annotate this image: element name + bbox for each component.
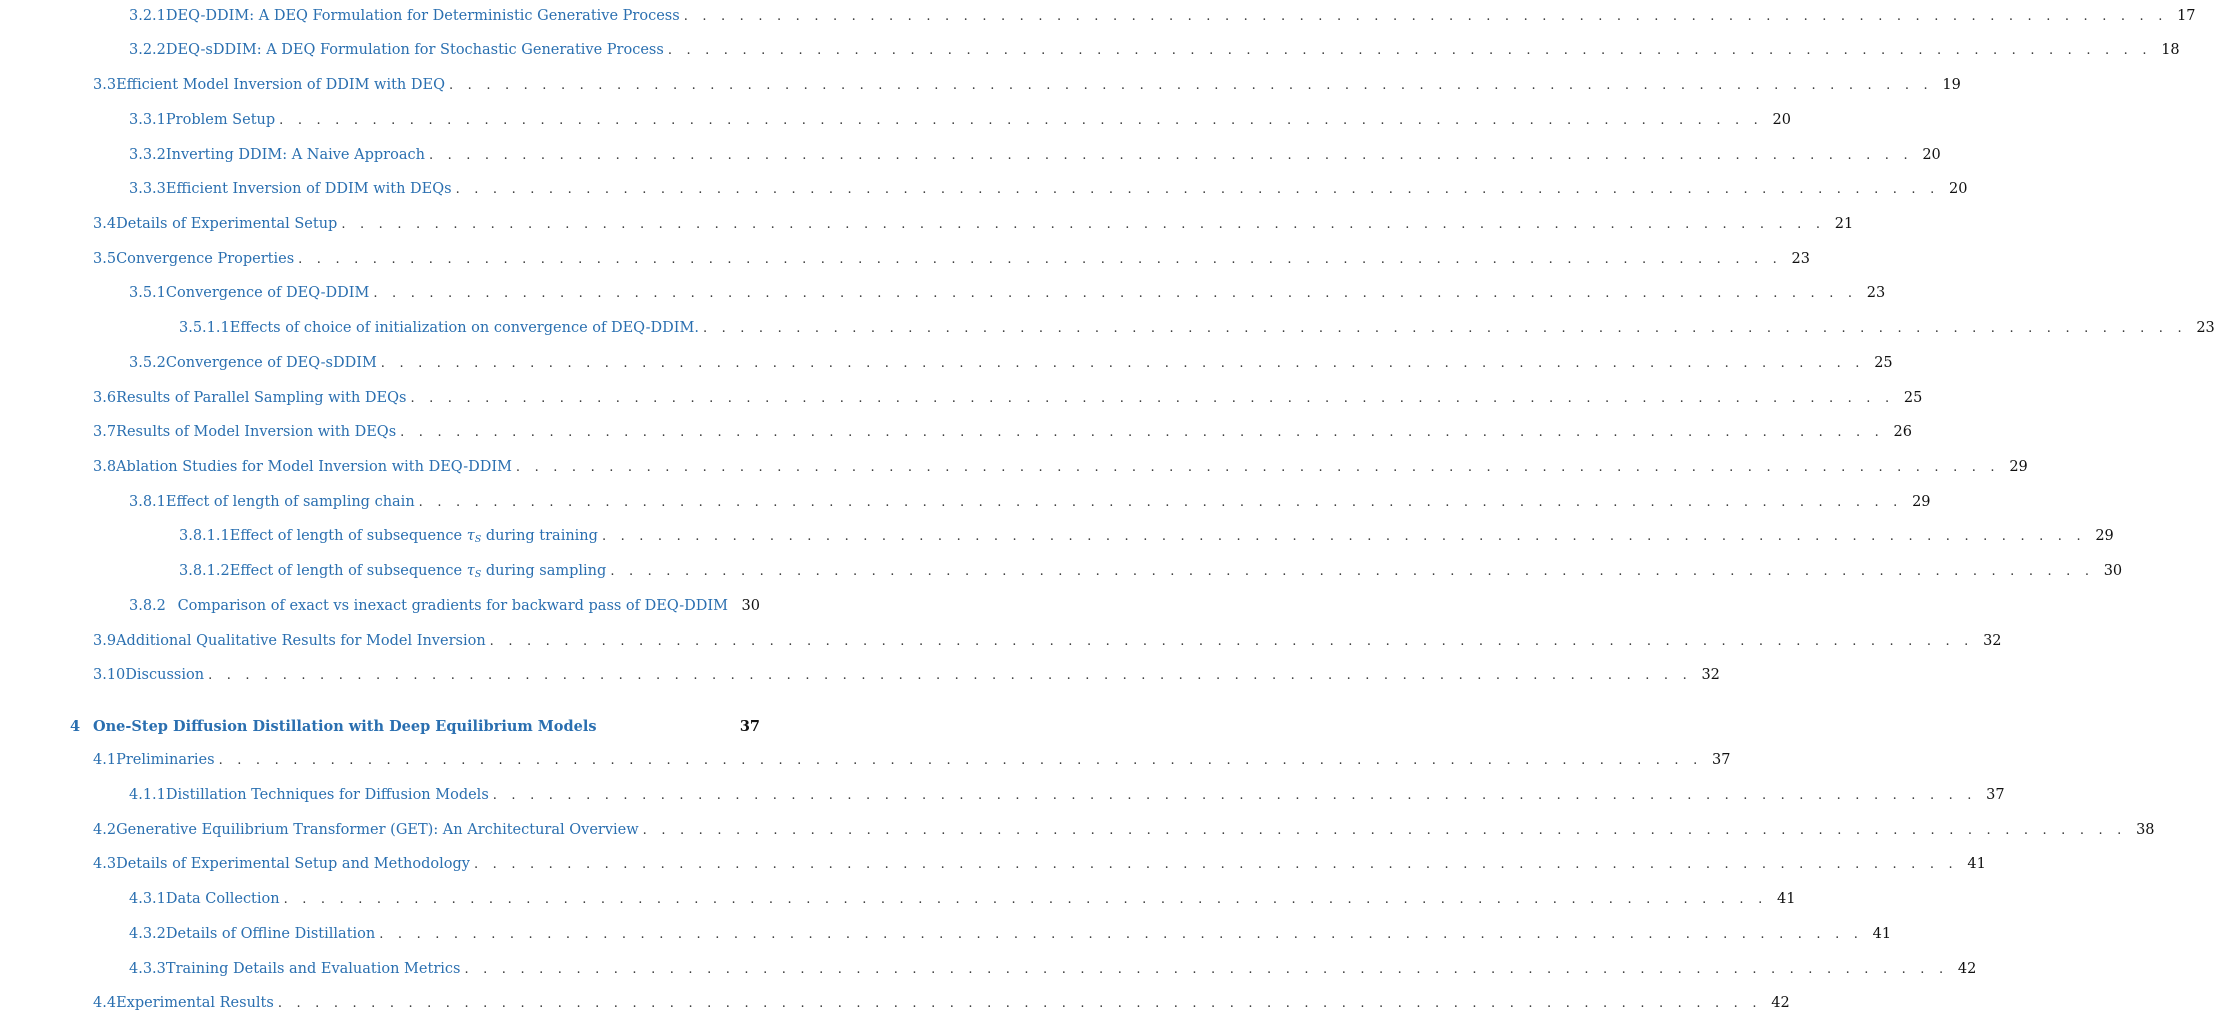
dot-leader: . . . . . . . . . . . . . . . . . . . . . . . . . . . . . . . . . . . . . . . . . . . . . . . . . . . . . . . . . . . . . . . . . . . . . . . . . . . . . . . . [277,996,1762,1011]
tau-subscript: S [474,534,482,545]
dot-leader: . . . . . . . . . . . . . . . . . . . . . . . . . . . . . . . . . . . . . . . . . . . . . . . . . . . . . . . . . . . . . . . . . . . . . . . . . . . . . . . . [473,857,1958,872]
dot-leader: . . . . . . . . . . . . . . . . . . . . . . . . . . . . . . . . . . . . . . . . . . . . . . . . . . . . . . . . . . . . . . . . . . . . . . . . . . . . . . . . [400,425,1884,440]
toc-section-number: 3.5.1.1 [179,320,230,336]
dot-leader: . . . . . . . . . . . . . . . . . . . . . . . . . . . . . . . . . . . . . . . . . . . . . . . . . . . . . . . . . . . . . . . . . . . . . . . . . . . . . . . . [373,286,1858,301]
toc-entry[interactable] [93,424,1912,440]
dot-leader: . . . . . . . . . . . . . . . . . . . . . . . . . . . . . . . . . . . . . . . . . . . . . . . . . . . . . . . . . . . . . . . . . . . . . . . . . . . . . . . . [515,460,2000,475]
toc-section-number: 4.2 [93,822,117,838]
dot-leader: . . . . . . . . . . . . . . . . . . . . . . . . . . . . . . . . . . . . . . . . . . . . . . . . . . . . . . . . . . . . . . . . . . . . . . . . . . . . . . . . [218,753,1703,768]
toc-page-number: 41 [1776,891,1796,907]
toc-entry[interactable] [129,494,1931,510]
toc-section-number: 4.4 [93,995,117,1011]
toc-section-number: 3.9 [93,633,117,649]
toc-page-number: 23 [1866,285,1886,301]
toc-page-number: 29 [2009,459,2028,475]
toc-page-number: 29 [2095,528,2114,544]
toc-section-title: Comparison of exact vs inexact gradients for backward pass of DEQ-DDIM [177,598,728,614]
toc-section-number: 3.6 [93,390,117,406]
toc-page-number: 18 [2161,42,2180,58]
tau-subscript: S [474,569,482,580]
toc-title-text: Effect of length of subsequence [229,563,467,579]
toc-section-title: Details of Experimental Setup and Methodology [116,856,470,872]
toc-section-number: 3.3 [93,77,117,93]
toc-page-number: 32 [1983,633,2002,649]
toc-section-title: DEQ-sDDIM: A DEQ Formulation for Stochastic Generative Process [165,42,664,58]
toc-section-title: DEQ-DDIM: A DEQ Formulation for Deterministic Generative Process [165,8,680,24]
toc-title-text: Effect of length of subsequence [229,528,467,544]
toc-page-number: 19 [1942,77,1961,93]
toc-entry[interactable] [93,216,1854,232]
toc-section-number: 4.3.3 [129,961,166,977]
toc-section-title: One-Step Diffusion Distillation with Deep Equilibrium Models [93,718,597,735]
toc-page-number: 20 [1922,147,1941,163]
toc-entry[interactable] [129,147,1941,163]
tau-symbol: τ [466,528,475,544]
toc-entry[interactable] [93,459,2028,475]
toc-page-number: 41 [1967,856,1986,872]
toc-entry[interactable] [129,285,1886,301]
toc-entry[interactable] [129,8,2196,24]
toc-section-number: 4.1 [93,752,117,768]
toc-section-number: 3.8 [93,459,117,475]
toc-section-number: 4.3.2 [129,926,166,942]
dot-leader: . . . . . . . . . . . . . . . . . . . . . . . . . . . . . . . . . . . . . . . . . . . . . . . . . . . . . . . . . . . . . . . . . . . . . . . . . . . . . . . . [410,391,1895,406]
toc-section-number: 3.5 [93,251,117,267]
dot-leader: . . . . . . . . . . . . . . . . . . . . . . . . . . . . . . . . . . . . . . . . . . . . . . . . . . . . . . . . . . . . . . . . . . . . . . . . . . . . . . . . [489,634,1974,649]
toc-page-number: 30 [741,598,760,614]
toc-entry[interactable] [93,390,1923,406]
toc-section-title: Results of Model Inversion with DEQs [116,424,397,440]
toc-section-number: 3.10 [93,667,126,683]
toc-page-number: 30 [2103,563,2123,579]
toc-section-number: 3.8.1.1 [179,528,230,544]
dot-leader: . . . . . . . . . . . . . . . . . . . . . . . . . . . . . . . . . . . . . . . . . . . . . . . . . . . . . . . . . . . . . . . . . . . . . . . . . . . . . . . . [702,321,2187,336]
toc-entry[interactable] [129,42,2180,58]
dot-leader: . . . . . . . . . . . . . . . . . . . . . . . . . . . . . . . . . . . . . . . . . . . . . . . . . . . . . . . . . . . . . . . . . . . . . . . . . . . . . . . . [492,788,1977,803]
toc-page-number: 21 [1834,216,1854,232]
toc-section-number: 4.1.1 [129,787,166,803]
dot-leader: . . . . . . . . . . . . . . . . . . . . . . . . . . . . . . . . . . . . . . . . . . . . . . . . . . . . . . . . . . . . . . . . . . . . . . . . . . . . . . . . [642,823,2127,838]
toc-section-number: 4 [70,718,81,735]
toc-section-number: 3.3.2 [129,147,166,163]
toc-page-number: 25 [1903,390,1923,406]
toc-section-title: Preliminaries [116,752,215,768]
toc-section-number: 3.4 [93,216,117,232]
dot-leader: . . . . . . . . . . . . . . . . . . . . . . . . . . . . . . . . . . . . . . . . . . . . . . . . . . . . . . . . . . . . . . . . . . . . . . . . . . . . . . . . [428,148,1913,163]
toc-section-title: Discussion [125,667,205,683]
toc-page-number: 37 [1986,787,2005,803]
toc-section-title: Convergence of DEQ-sDDIM [165,355,377,371]
toc-page-number: 42 [1957,961,1977,977]
dot-leader: . . . . . . . . . . . . . . . . . . . . . . . . . . . . . . . . . . . . . . . . . . . . . . . . . . . . . . . . . . . . . . . . . . . . . . . . . . . . . . . . [283,892,1768,907]
toc-entry[interactable] [93,995,1790,1011]
toc-section-title: Convergence Properties [116,251,295,267]
toc-page-number: 37 [739,718,760,735]
toc-section-title: Details of Experimental Setup [116,216,338,232]
toc-entry[interactable] [93,77,1961,93]
toc-section-title: Efficient Inversion of DDIM with DEQs [165,181,452,197]
toc-entry[interactable] [179,528,2114,545]
toc-section-number: 3.5.2 [129,355,166,371]
toc-entry[interactable] [93,633,2002,649]
toc-entry[interactable] [129,891,1796,907]
toc-section-number: 3.8.1.2 [179,563,230,579]
toc-page-number: 32 [1701,667,1720,683]
dot-leader: . . . . . . . . . . . . . . . . . . . . . . . . . . . . . . . . . . . . . . . . . . . . . . . . . . . . . . . . . . . . . . . . . . . . . . . . . . . . . . . . [448,78,1933,93]
dot-leader: . . . . . . . . . . . . . . . . . . . . . . . . . . . . . . . . . . . . . . . . . . . . . . . . . . . . . . . . . . . . . . . . . . . . . . . . . . . . . . . . [667,43,2152,58]
toc-section-title: Experimental Results [116,995,274,1011]
toc-section-title: Details of Offline Distillation [165,926,376,942]
toc-page-number: 37 [1711,752,1731,768]
toc-section-title: Efficient Model Inversion of DDIM with DEQ [116,77,445,93]
toc-page-number: 23 [2196,320,2215,336]
dot-leader: . . . . . . . . . . . . . . . . . . . . . . . . . . . . . . . . . . . . . . . . . . . . . . . . . . . . . . . . . . . . . . . . . . . . . . . . . . . . . . . . [380,356,1865,371]
toc-entry[interactable] [129,112,1791,128]
dot-leader: . . . . . . . . . . . . . . . . . . . . . . . . . . . . . . . . . . . . . . . . . . . . . . . . . . . . . . . . . . . . . . . . . . . . . . . . . . . . . . . . [379,927,1864,942]
dot-leader: . . . . . . . . . . . . . . . . . . . . . . . . . . . . . . . . . . . . . . . . . . . . . . . . . . . . . . . . . . . . . . . . . . . . . . . . . . . . . . . . [279,113,1763,128]
toc-entry[interactable] [129,961,1977,977]
toc-page-number: 25 [1874,355,1893,371]
toc-page-number: 41 [1872,926,1892,942]
toc-section-title: Generative Equilibrium Transformer (GET): An Architectural Overview [116,822,639,838]
dot-leader: . . . . . . . . . . . . . . . . . . . . . . . . . . . . . . . . . . . . . . . . . . . . . . . . . . . . . . . . . . . . . . . . . . . . . . . . . . . . . . . . [208,668,1692,683]
toc-entry[interactable] [129,355,1893,371]
toc-page-number: 38 [2136,822,2155,838]
toc-page-number: 23 [1791,251,1810,267]
toc-title-text: during sampling [481,563,607,579]
toc-chapter-entry[interactable] [70,718,760,735]
toc-section-title: Training Details and Evaluation Metrics [165,961,461,977]
toc-section-number: 3.2.2 [129,42,166,58]
toc-entry[interactable] [93,856,1986,872]
toc-section-number: 4.3.1 [129,891,166,907]
toc-page-number: 20 [1948,181,1968,197]
dot-leader: . . . . . . . . . . . . . . . . . . . . . . . . . . . . . . . . . . . . . . . . . . . . . . . . . . . . . . . . . . . . . . . . . . . . . . . . . . . . . . . . [418,495,1903,510]
toc-entry[interactable] [93,251,1810,267]
toc-section-title: Problem Setup [165,112,276,128]
toc-entry[interactable] [93,822,2155,838]
toc-section-number: 3.5.1 [129,285,166,301]
toc-section-title: Results of Parallel Sampling with DEQs [116,390,407,406]
toc-section-title: Inverting DDIM: A Naive Approach [165,147,425,163]
toc-section-title: Additional Qualitative Results for Model Inversion [116,633,486,649]
toc-page-number: 20 [1772,112,1791,128]
toc-section-number: 3.2.1 [129,8,166,24]
toc-entry[interactable] [129,926,1892,942]
toc-entry[interactable] [179,563,2123,580]
toc-title-text: during training [481,528,598,544]
toc-section-number: 3.3.3 [129,181,166,197]
toc-section-title: Convergence of DEQ-DDIM [165,285,370,301]
toc-section-number: 3.8.2 [129,598,166,614]
toc-section-title [230,528,602,545]
toc-section-title: Effects of choice of initialization on convergence of DEQ-DDIM. [229,320,699,336]
toc-entry[interactable] [129,181,1968,197]
dot-leader: . . . . . . . . . . . . . . . . . . . . . . . . . . . . . . . . . . . . . . . . . . . . . . . . . . . . . . . . . . . . . . . . . . . . . . . . . . . . . . . . [455,182,1940,197]
tau-symbol: τ [466,563,475,579]
toc-section-number: 3.7 [93,424,117,440]
toc-section-title: Distillation Techniques for Diffusion Models [165,787,489,803]
dot-leader: . . . . . . . . . . . . . . . . . . . . . . . . . . . . . . . . . . . . . . . . . . . . . . . . . . . . . . . . . . . . . . . . . . . . . . . . . . . . . . . . [341,217,1826,232]
toc-section-title: Effect of length of sampling chain [165,494,415,510]
toc-section-title: Ablation Studies for Model Inversion with DEQ-DDIM [116,459,512,475]
toc-page-number: 17 [2177,8,2196,24]
toc-entry[interactable] [93,667,1720,683]
toc-section-title: Data Collection [165,891,280,907]
toc-section-title [230,563,611,580]
toc-entry[interactable] [129,787,2005,803]
toc-page-number: 29 [1912,494,1931,510]
toc-section-number: 3.8.1 [129,494,166,510]
toc-entry[interactable] [93,752,1731,768]
dot-leader: . . . . . . . . . . . . . . . . . . . . . . . . . . . . . . . . . . . . . . . . . . . . . . . . . . . . . . . . . . . . . . . . . . . . . . . . . . . . . . . . [610,564,2095,579]
toc-entry[interactable] [129,598,760,614]
dot-leader: . . . . . . . . . . . . . . . . . . . . . . . . . . . . . . . . . . . . . . . . . . . . . . . . . . . . . . . . . . . . . . . . . . . . . . . . . . . . . . . . [298,252,1782,267]
toc-page-number: 26 [1893,424,1912,440]
toc-entry[interactable] [179,320,2215,336]
toc-page-number: 42 [1771,995,1790,1011]
toc-section-number: 3.3.1 [129,112,166,128]
dot-leader: . . . . . . . . . . . . . . . . . . . . . . . . . . . . . . . . . . . . . . . . . . . . . . . . . . . . . . . . . . . . . . . . . . . . . . . . . . . . . . . . [683,9,2168,24]
toc-section-number: 4.3 [93,856,117,872]
dot-leader: . . . . . . . . . . . . . . . . . . . . . . . . . . . . . . . . . . . . . . . . . . . . . . . . . . . . . . . . . . . . . . . . . . . . . . . . . . . . . . . . [464,962,1949,977]
dot-leader: . . . . . . . . . . . . . . . . . . . . . . . . . . . . . . . . . . . . . . . . . . . . . . . . . . . . . . . . . . . . . . . . . . . . . . . . . . . . . . . . [601,529,2086,544]
